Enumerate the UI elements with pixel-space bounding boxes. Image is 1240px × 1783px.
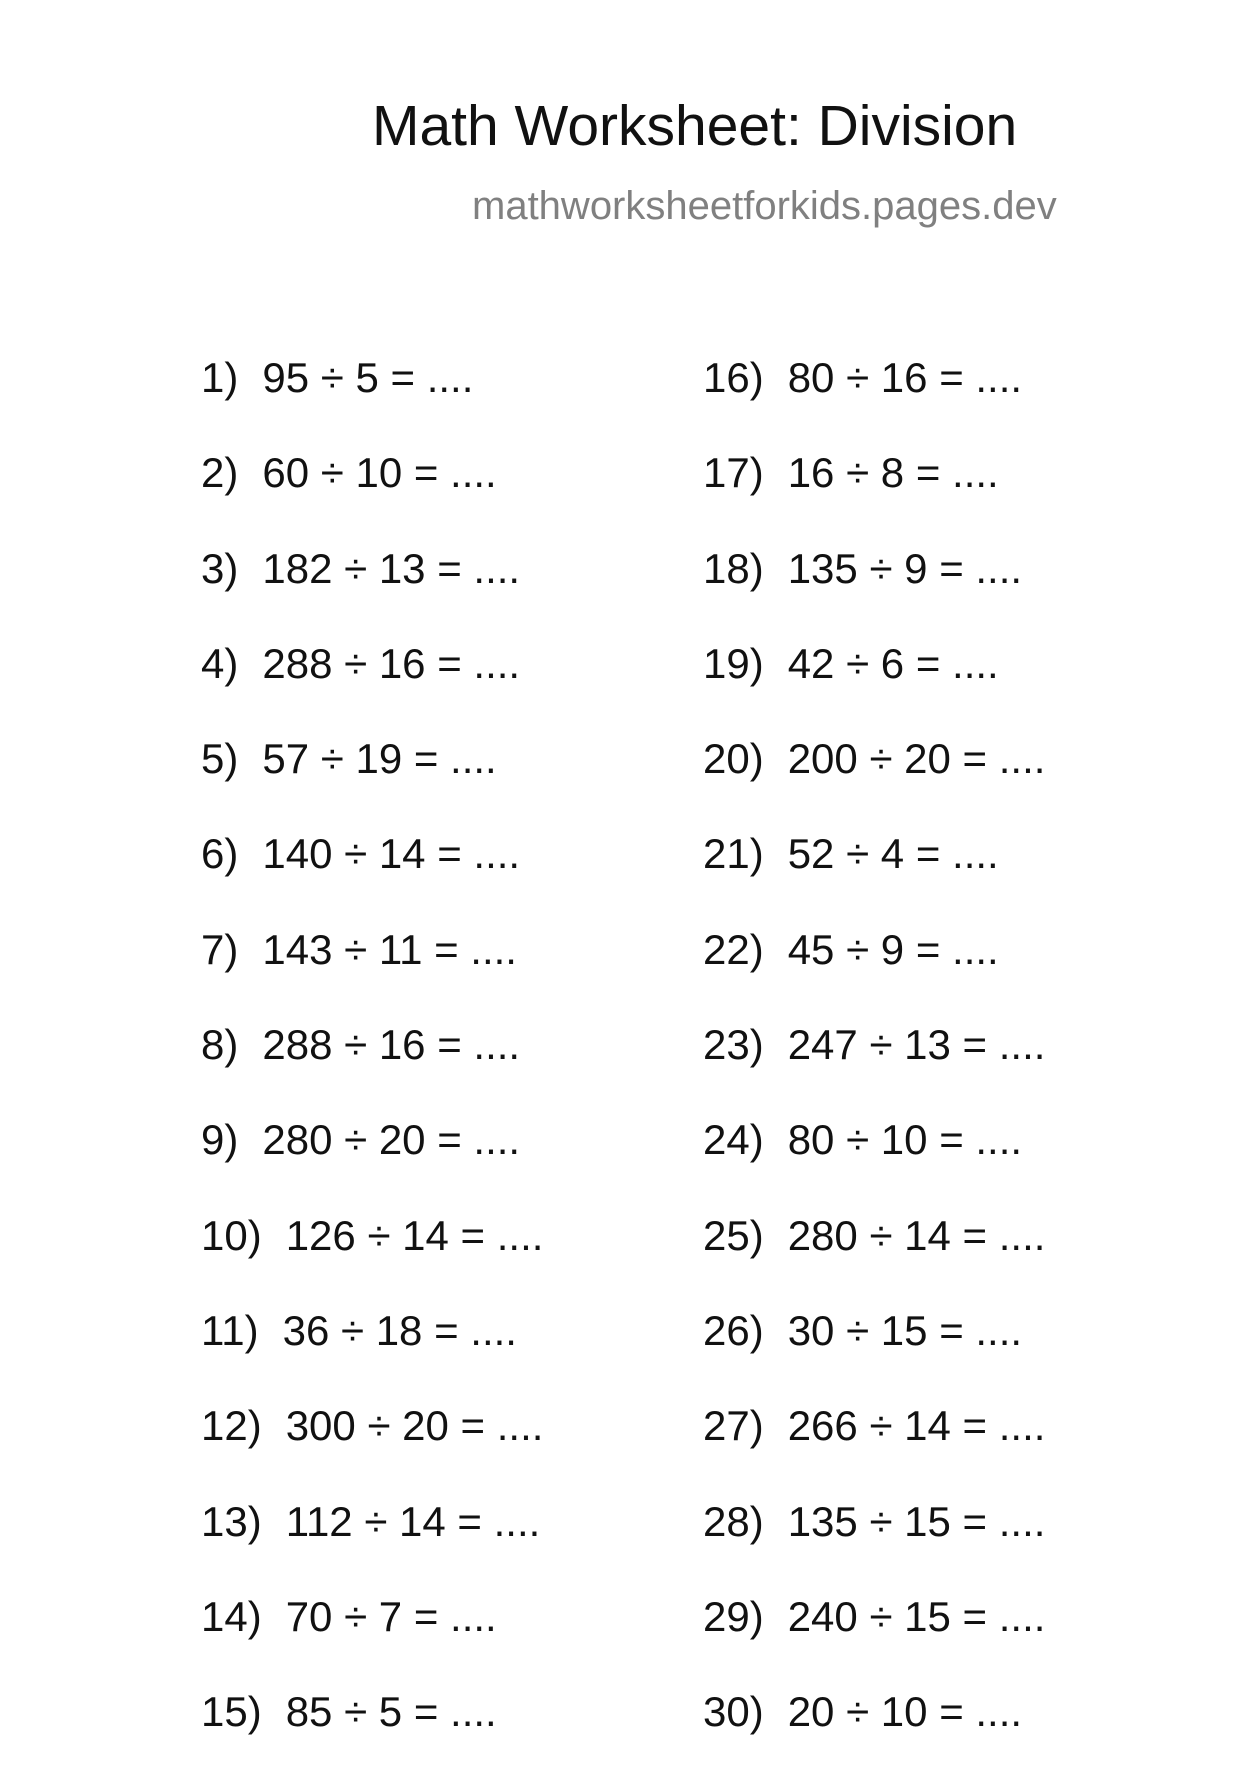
problem-expression: 60 ÷ 10 = .... (262, 449, 497, 497)
problem-item (201, 1212, 543, 1307)
problem-expression: 70 ÷ 7 = .... (285, 1592, 497, 1640)
problem-item (703, 1688, 1045, 1783)
problem-expression: 45 ÷ 9 = .... (787, 925, 999, 973)
problem-number: 21) (703, 830, 764, 878)
problem-item (201, 1593, 543, 1688)
problem-expression: 95 ÷ 5 = .... (262, 354, 474, 401)
problem-number: 19) (703, 639, 764, 687)
problem-expression: 135 ÷ 15 = .... (787, 1497, 1046, 1545)
problem-expression: 42 ÷ 6 = .... (787, 639, 999, 687)
problem-item (201, 1021, 543, 1116)
problem-expression: 85 ÷ 5 = .... (285, 1688, 497, 1736)
problem-item (703, 449, 1045, 544)
problem-number: 9) (201, 1116, 239, 1164)
problem-number: 12) (201, 1402, 262, 1450)
problem-item (201, 640, 543, 735)
problem-expression: 57 ÷ 19 = .... (262, 735, 497, 783)
problem-item (703, 1116, 1045, 1211)
problem-item (703, 1021, 1045, 1116)
problem-number: 14) (201, 1592, 262, 1640)
problem-item (201, 545, 543, 640)
problem-item (703, 640, 1045, 735)
problem-item (201, 735, 543, 830)
problem-item (201, 354, 543, 449)
problem-expression: 30 ÷ 15 = .... (787, 1306, 1023, 1354)
problem-item (201, 830, 543, 925)
problem-number: 6) (201, 830, 239, 878)
problem-expression: 80 ÷ 16 = .... (787, 354, 1023, 401)
problem-item (703, 1498, 1045, 1593)
problem-item (703, 1402, 1045, 1497)
problem-number: 10) (201, 1211, 262, 1259)
problem-number: 8) (201, 1021, 239, 1069)
problem-expression: 300 ÷ 20 = .... (285, 1402, 544, 1450)
problem-item (201, 926, 543, 1021)
problem-expression: 126 ÷ 14 = .... (285, 1211, 544, 1259)
problem-expression: 52 ÷ 4 = .... (787, 830, 999, 878)
problem-column-left (201, 354, 543, 1783)
problem-number: 16) (703, 354, 764, 401)
problem-item (201, 449, 543, 544)
problem-expression: 288 ÷ 16 = .... (262, 639, 521, 687)
problem-expression: 247 ÷ 13 = .... (787, 1021, 1046, 1069)
problem-expression: 80 ÷ 10 = .... (787, 1116, 1023, 1164)
problem-number: 17) (703, 449, 764, 497)
problem-number: 5) (201, 735, 239, 783)
problem-number: 7) (201, 925, 239, 973)
problem-number: 23) (703, 1021, 764, 1069)
problem-number: 26) (703, 1306, 764, 1354)
problem-item (703, 830, 1045, 925)
problem-number: 3) (201, 544, 239, 592)
problem-number: 27) (703, 1402, 764, 1450)
problem-expression: 20 ÷ 10 = .... (787, 1688, 1023, 1736)
problem-item (703, 545, 1045, 640)
problem-expression: 182 ÷ 13 = .... (262, 544, 521, 592)
problem-expression: 280 ÷ 14 = .... (787, 1211, 1046, 1259)
problem-item (201, 1116, 543, 1211)
problem-expression: 140 ÷ 14 = .... (262, 830, 521, 878)
problem-number: 13) (201, 1497, 262, 1545)
problem-item (703, 926, 1045, 1021)
problem-column-right (703, 354, 1045, 1783)
problem-item (703, 735, 1045, 830)
problem-item (201, 1498, 543, 1593)
problem-expression: 288 ÷ 16 = .... (262, 1021, 521, 1069)
problem-item (201, 1307, 543, 1402)
problem-item (201, 1402, 543, 1497)
problem-number: 25) (703, 1211, 764, 1259)
problem-item (703, 1212, 1045, 1307)
problem-expression: 266 ÷ 14 = .... (787, 1402, 1046, 1450)
problem-expression: 143 ÷ 11 = .... (262, 925, 517, 973)
problem-expression: 280 ÷ 20 = .... (262, 1116, 521, 1164)
problem-number: 24) (703, 1116, 764, 1164)
problem-expression: 200 ÷ 20 = .... (787, 735, 1046, 783)
problem-number: 18) (703, 544, 764, 592)
problem-item (703, 1593, 1045, 1688)
problem-item (703, 1307, 1045, 1402)
problem-number: 15) (201, 1688, 262, 1736)
problem-number: 28) (703, 1497, 764, 1545)
problem-item (703, 354, 1045, 449)
problem-number: 20) (703, 735, 764, 783)
problem-number: 4) (201, 639, 239, 687)
problem-expression: 36 ÷ 18 = .... (282, 1306, 517, 1354)
worksheet-source-url: mathworksheetforkids.pages.dev (472, 184, 1057, 228)
problem-number: 30) (703, 1688, 764, 1736)
problem-number: 2) (201, 449, 239, 497)
problem-number: 29) (703, 1592, 764, 1640)
problem-expression: 135 ÷ 9 = .... (787, 544, 1023, 592)
problem-item (201, 1688, 543, 1783)
problem-number: 1) (201, 354, 239, 401)
problem-expression: 16 ÷ 8 = .... (787, 449, 999, 497)
problem-number: 11) (201, 1306, 259, 1354)
problem-number: 22) (703, 925, 764, 973)
worksheet-title: Math Worksheet: Division (372, 94, 1018, 158)
problem-expression: 112 ÷ 14 = .... (285, 1497, 541, 1545)
problem-expression: 240 ÷ 15 = .... (787, 1592, 1046, 1640)
